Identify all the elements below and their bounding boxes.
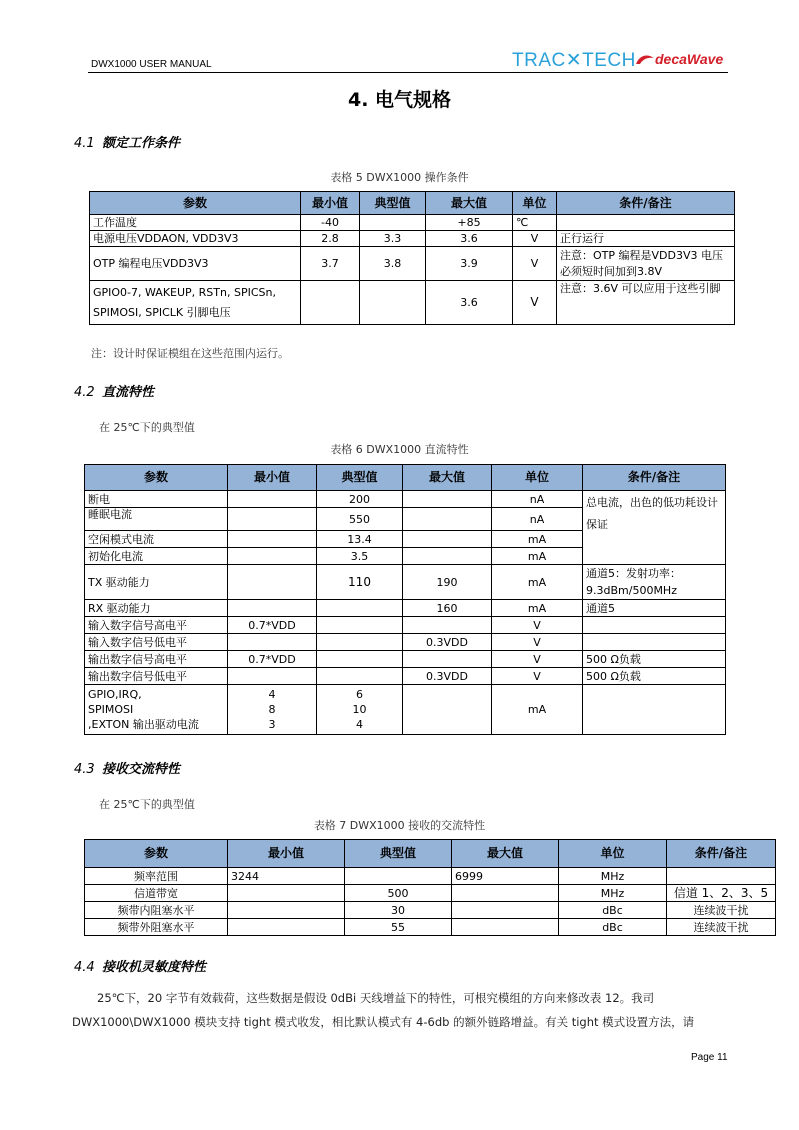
cell: V — [513, 247, 557, 281]
cell — [85, 685, 228, 735]
section-title: 接收机灵敏度特性 — [102, 960, 207, 975]
col-header: 参数 — [85, 840, 228, 868]
cell — [667, 868, 776, 885]
cell — [403, 531, 492, 548]
line: 6 — [356, 688, 363, 701]
table-row — [85, 885, 776, 902]
cell — [228, 668, 317, 685]
cell: RX 驱动能力 — [85, 600, 228, 617]
cell — [228, 685, 317, 735]
cell: 电源电压VDDAON, VDD3V3 — [90, 231, 301, 247]
table-5-caption: 表格 5 DWX1000 操作条件 — [330, 171, 469, 184]
cell — [452, 885, 559, 902]
section-4-2-intro: 在 25℃下的典型值 — [99, 421, 195, 434]
cell — [228, 634, 317, 651]
cell: 睡眠电流 — [85, 508, 228, 531]
cell: mA — [492, 548, 583, 565]
cell: 0.7*VDD — [228, 617, 317, 634]
col-header: 最小值 — [301, 192, 360, 215]
cell — [228, 902, 345, 919]
doc-title: DWX1000 USER MANUAL — [91, 59, 212, 70]
cell: mA — [492, 531, 583, 548]
cell — [228, 885, 345, 902]
decawave-mark-icon — [634, 52, 656, 66]
cell — [360, 281, 426, 325]
cell: 550 — [317, 508, 403, 531]
cell — [228, 491, 317, 508]
cell: 3244 — [228, 868, 345, 885]
cell — [228, 919, 345, 936]
cell: 频带内阻塞水平 — [85, 902, 228, 919]
table-5-note: 注：设计时保证模组在这些范围内运行。 — [91, 347, 289, 360]
cell: 0.7*VDD — [228, 651, 317, 668]
section-4-3-intro: 在 25℃下的典型值 — [99, 798, 195, 811]
section-title: 额定工作条件 — [102, 136, 181, 151]
section-number: 4.2 — [74, 385, 95, 400]
cell — [317, 600, 403, 617]
cell — [228, 565, 317, 600]
line: 4 — [268, 688, 276, 701]
table-row — [85, 685, 726, 735]
table-row — [90, 281, 735, 325]
col-header: 最大值 — [403, 465, 492, 491]
cell: mA — [492, 565, 583, 600]
cell: 6999 — [452, 868, 559, 885]
col-header: 条件/备注 — [667, 840, 776, 868]
table-6-caption: 表格 6 DWX1000 直流特性 — [330, 443, 469, 456]
cell — [403, 491, 492, 508]
col-header: 最小值 — [228, 465, 317, 491]
cell: 正行运行 — [557, 231, 735, 247]
cell: 3.6 — [426, 231, 513, 247]
cell: 连续波干扰 — [667, 902, 776, 919]
cell: TX 驱动能力 — [85, 565, 228, 600]
cell: 输出数字信号低电平 — [85, 668, 228, 685]
col-header: 最大值 — [426, 192, 513, 215]
cell: 200 — [317, 491, 403, 508]
sensitivity-paragraph-line-1: 25℃下，20 字节有效载荷，这些数据是假设 0dBi 天线增益下的特性，可根究模组的方向来修改表 12。我司 — [97, 991, 655, 1005]
table-row — [85, 919, 776, 936]
cell — [228, 548, 317, 565]
cell — [317, 668, 403, 685]
cell: 频率范围 — [85, 868, 228, 885]
table-row — [85, 651, 726, 668]
cell: 信道 1、2、3、5 — [667, 885, 776, 902]
page-number: Page 11 — [691, 1052, 728, 1063]
section-4-3-heading — [74, 758, 180, 777]
header-divider — [88, 72, 728, 73]
table-6-dc-characteristics — [84, 464, 726, 735]
cell: nA — [492, 491, 583, 508]
col-header: 参数 — [90, 192, 301, 215]
cell: V — [492, 668, 583, 685]
cell — [583, 634, 726, 651]
section-4-2-heading — [74, 381, 154, 400]
col-header: 单位 — [513, 192, 557, 215]
cell: MHz — [559, 868, 667, 885]
table-7-caption: 表格 7 DWX1000 接收的交流特性 — [313, 819, 486, 832]
cell: 500 Ω负载 — [583, 651, 726, 668]
col-header: 最大值 — [452, 840, 559, 868]
cell: 190 — [403, 565, 492, 600]
cell — [360, 215, 426, 231]
cell: nA — [492, 508, 583, 531]
cell: 3.7 — [301, 247, 360, 281]
cell: 30 — [345, 902, 452, 919]
cell: 500 Ω负载 — [583, 668, 726, 685]
col-header: 典型值 — [345, 840, 452, 868]
table-row — [85, 600, 726, 617]
cell — [317, 651, 403, 668]
cell — [583, 617, 726, 634]
cell — [228, 531, 317, 548]
cell: ℃ — [513, 215, 557, 231]
cell: 160 — [403, 600, 492, 617]
cell: GPIO0-7, WAKEUP, RSTn, SPICSn, SPIMOSI, SPICLK 引脚电压 — [90, 281, 301, 325]
cell: dBc — [559, 919, 667, 936]
table-row — [90, 215, 735, 231]
cell: 连续波干扰 — [667, 919, 776, 936]
cell: 110 — [317, 565, 403, 600]
table-row — [85, 902, 776, 919]
cell: 工作温度 — [90, 215, 301, 231]
cell: OTP 编程电压VDD3V3 — [90, 247, 301, 281]
col-header: 条件/备注 — [583, 465, 726, 491]
cell — [228, 508, 317, 531]
table-row — [85, 634, 726, 651]
cell — [403, 651, 492, 668]
cell — [317, 634, 403, 651]
cell: 3.5 — [317, 548, 403, 565]
cell: 初始化电流 — [85, 548, 228, 565]
cell — [452, 919, 559, 936]
cell: 55 — [345, 919, 452, 936]
cell: 13.4 — [317, 531, 403, 548]
sensitivity-paragraph-line-2: DWX1000\DWX1000 模块支持 tight 模式收发，相比默认模式有 4-6db 的额外链路增益。有关 tight 模式设置方法，请 — [72, 1015, 695, 1029]
cell — [403, 685, 492, 735]
col-header: 单位 — [559, 840, 667, 868]
cell: 输入数字信号高电平 — [85, 617, 228, 634]
cell: 500 — [345, 885, 452, 902]
table-row — [90, 247, 735, 281]
table-row — [90, 231, 735, 247]
cell — [403, 508, 492, 531]
cell — [301, 281, 360, 325]
cell: 2.8 — [301, 231, 360, 247]
section-4-4-heading — [74, 956, 206, 975]
col-header: 最小值 — [228, 840, 345, 868]
cell: 3.8 — [360, 247, 426, 281]
cell: 注意：OTP 编程是VDD3V3 电压必须短时间加到3.8V — [557, 247, 735, 281]
table-row — [85, 565, 726, 600]
section-title: 接收交流特性 — [102, 762, 181, 777]
tractech-logo: TRAC✕TECH — [512, 50, 636, 71]
cell: 3.9 — [426, 247, 513, 281]
col-header: 典型值 — [317, 465, 403, 491]
line: ,EXTON 输出驱动电流 — [88, 718, 199, 731]
cell: 输出数字信号高电平 — [85, 651, 228, 668]
cell: 3.6 — [426, 281, 513, 325]
cell: V — [513, 231, 557, 247]
decawave-logo: decaWave — [655, 51, 724, 67]
cell: V — [492, 617, 583, 634]
cell: mA — [492, 685, 583, 735]
cell: V — [492, 634, 583, 651]
table-row — [85, 868, 776, 885]
cell: V — [513, 281, 557, 325]
cell: 空闲模式电流 — [85, 531, 228, 548]
line: 4 — [356, 718, 363, 731]
cell — [452, 902, 559, 919]
col-header: 单位 — [492, 465, 583, 491]
merged-note-cell: 总电流，出色的低功耗设计保证 — [583, 491, 726, 565]
cell: +85 — [426, 215, 513, 231]
cell: mA — [492, 600, 583, 617]
cell: 通道5 — [583, 600, 726, 617]
cell — [583, 685, 726, 735]
cell: 0.3VDD — [403, 668, 492, 685]
cell — [345, 868, 452, 885]
col-header: 典型值 — [360, 192, 426, 215]
chapter-heading: 4. 电气规格 — [347, 89, 452, 111]
table-row — [85, 668, 726, 685]
line: GPIO,IRQ, — [88, 688, 142, 701]
table-row — [85, 617, 726, 634]
table-5-operating-conditions — [89, 191, 735, 325]
section-4-1-heading — [74, 132, 180, 151]
cell — [228, 600, 317, 617]
cell — [317, 685, 403, 735]
cell: V — [492, 651, 583, 668]
line: SPIMOSI — [88, 703, 134, 716]
cell: 输入数字信号低电平 — [85, 634, 228, 651]
cell: MHz — [559, 885, 667, 902]
cell: 注意：3.6V 可以应用于这些引脚 — [557, 281, 735, 325]
col-header: 条件/备注 — [557, 192, 735, 215]
cell: dBc — [559, 902, 667, 919]
cell — [403, 548, 492, 565]
line: 8 — [268, 703, 276, 716]
cell — [403, 617, 492, 634]
line: 3 — [268, 718, 276, 731]
table-7-rx-ac-characteristics — [84, 839, 776, 936]
section-title: 直流特性 — [102, 385, 155, 400]
cell: 通道5：发射功率：9.3dBm/500MHz — [583, 565, 726, 600]
section-number: 4.4 — [74, 960, 95, 975]
cell: -40 — [301, 215, 360, 231]
section-number: 4.3 — [74, 762, 95, 777]
cell — [557, 215, 735, 231]
table-row — [85, 491, 726, 508]
cell: 频带外阻塞水平 — [85, 919, 228, 936]
section-number: 4.1 — [74, 136, 95, 151]
cell: 0.3VDD — [403, 634, 492, 651]
cell: 信道带宽 — [85, 885, 228, 902]
cell: 断电 — [85, 491, 228, 508]
col-header: 参数 — [85, 465, 228, 491]
cell: 3.3 — [360, 231, 426, 247]
cell — [317, 617, 403, 634]
line: 10 — [352, 703, 367, 716]
